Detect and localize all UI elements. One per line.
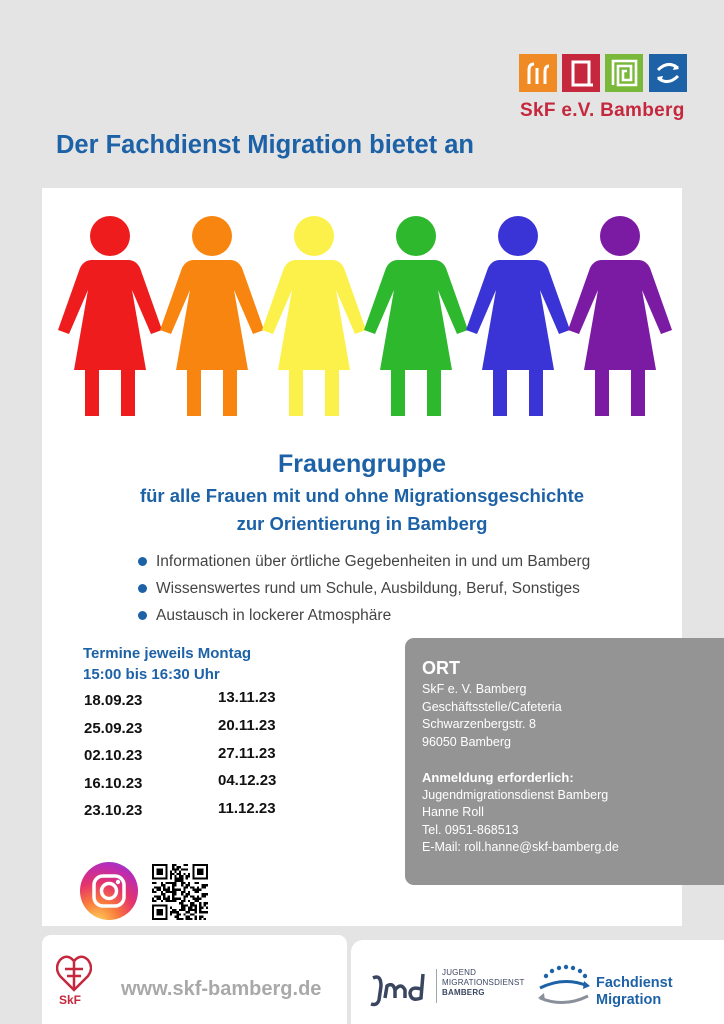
qr-code-icon[interactable] xyxy=(152,864,208,920)
bullet-dot-icon xyxy=(138,557,147,566)
location-line: Schwarzenbergstr. 8 xyxy=(422,717,536,731)
registration-title: Anmeldung erforderlich: xyxy=(422,770,574,785)
date-item: 11.12.23 xyxy=(218,800,276,817)
skf-heart-cross-icon xyxy=(56,950,92,992)
logo-tile-blue xyxy=(649,54,687,92)
woman-figure-icon xyxy=(160,216,264,416)
woman-figure-icon xyxy=(466,216,570,416)
bullet-dot-icon xyxy=(138,584,147,593)
date-item: 16.10.23 xyxy=(84,775,143,792)
skf-short-name: SkF xyxy=(59,993,82,1007)
women-figures-illustration xyxy=(58,208,678,418)
bullet-item xyxy=(138,602,590,629)
registration-line: Jugendmigrationsdienst Bamberg xyxy=(422,787,609,802)
location-line: SkF e. V. Bamberg xyxy=(422,682,527,696)
logo-tile-orange xyxy=(519,54,557,92)
date-item: 25.09.23 xyxy=(84,720,143,737)
logo-figure-icon xyxy=(519,54,557,92)
woman-figure-icon xyxy=(364,216,468,416)
jmd-line2: MIGRATIONSDIENST xyxy=(442,978,525,987)
date-item: 27.11.23 xyxy=(218,745,276,762)
date-item: 13.11.23 xyxy=(218,689,276,706)
event-bullet-list xyxy=(138,548,590,629)
date-item: 18.09.23 xyxy=(84,692,143,709)
bullet-text: Wissenswertes rund um Schule, Ausbildung, Beruf, Sonstiges xyxy=(156,579,580,597)
woman-figure-icon xyxy=(58,216,162,416)
registration-line: Hanne Roll xyxy=(422,805,484,819)
logo-tile-green xyxy=(605,54,643,92)
date-item: 04.12.23 xyxy=(218,772,277,789)
schedule-heading xyxy=(83,643,251,685)
schedule-time: 15:00 bis 16:30 Uhr xyxy=(83,666,220,683)
logo-tile-red xyxy=(562,54,600,92)
fachdienst-migration-logo-icon xyxy=(536,962,592,1012)
schedule-day: Termine jeweils Montag xyxy=(83,645,252,662)
event-subtitle-line1: für alle Frauen mit und ohne Migrationsgeschichte xyxy=(139,485,585,506)
logo-spiral-icon xyxy=(605,54,643,92)
logo-cycle-icon xyxy=(649,54,687,92)
date-item: 20.11.23 xyxy=(218,717,276,734)
location-line: 96050 Bamberg xyxy=(422,734,511,749)
woman-figure-icon xyxy=(568,216,672,416)
jmd-logo-icon xyxy=(365,966,429,1010)
date-item: 23.10.23 xyxy=(84,802,143,819)
page-headline: Der Fachdienst Migration bietet an xyxy=(56,131,474,159)
website-link[interactable]: www.skf-bamberg.de xyxy=(121,978,322,1000)
bullet-text: Austausch in lockerer Atmosphäre xyxy=(156,606,392,624)
location-title: ORT xyxy=(422,658,460,678)
registration-line: Tel. 0951-868513 xyxy=(422,822,519,837)
bullet-text: Informationen über örtliche Gegebenheiten in und um Bamberg xyxy=(156,552,591,570)
bullet-item xyxy=(138,575,590,602)
jmd-text-block xyxy=(442,968,525,998)
location-box xyxy=(405,638,724,885)
fachdienst-migration-text xyxy=(596,975,673,1009)
registration-email[interactable]: E-Mail: roll.hanne@skf-bamberg.de xyxy=(422,840,619,854)
date-item: 02.10.23 xyxy=(84,747,143,764)
jmd-divider xyxy=(436,969,437,1003)
fachdienst-line2: Migration xyxy=(596,992,662,1008)
fachdienst-line1: Fachdienst xyxy=(596,975,673,991)
event-subtitle-line2: zur Orientierung in Bamberg xyxy=(236,513,488,534)
event-title: Frauengruppe xyxy=(277,450,447,478)
logo-door-icon xyxy=(562,54,600,92)
jmd-line3: BAMBERG xyxy=(442,988,485,997)
woman-figure-icon xyxy=(262,216,366,416)
bullet-dot-icon xyxy=(138,611,147,620)
bullet-item xyxy=(138,548,590,575)
location-line: Geschäftsstelle/Cafeteria xyxy=(422,699,562,714)
instagram-icon[interactable] xyxy=(80,862,138,920)
brand-name: SkF e.V. Bamberg xyxy=(520,100,685,121)
jmd-line1: JUGEND xyxy=(442,968,477,977)
